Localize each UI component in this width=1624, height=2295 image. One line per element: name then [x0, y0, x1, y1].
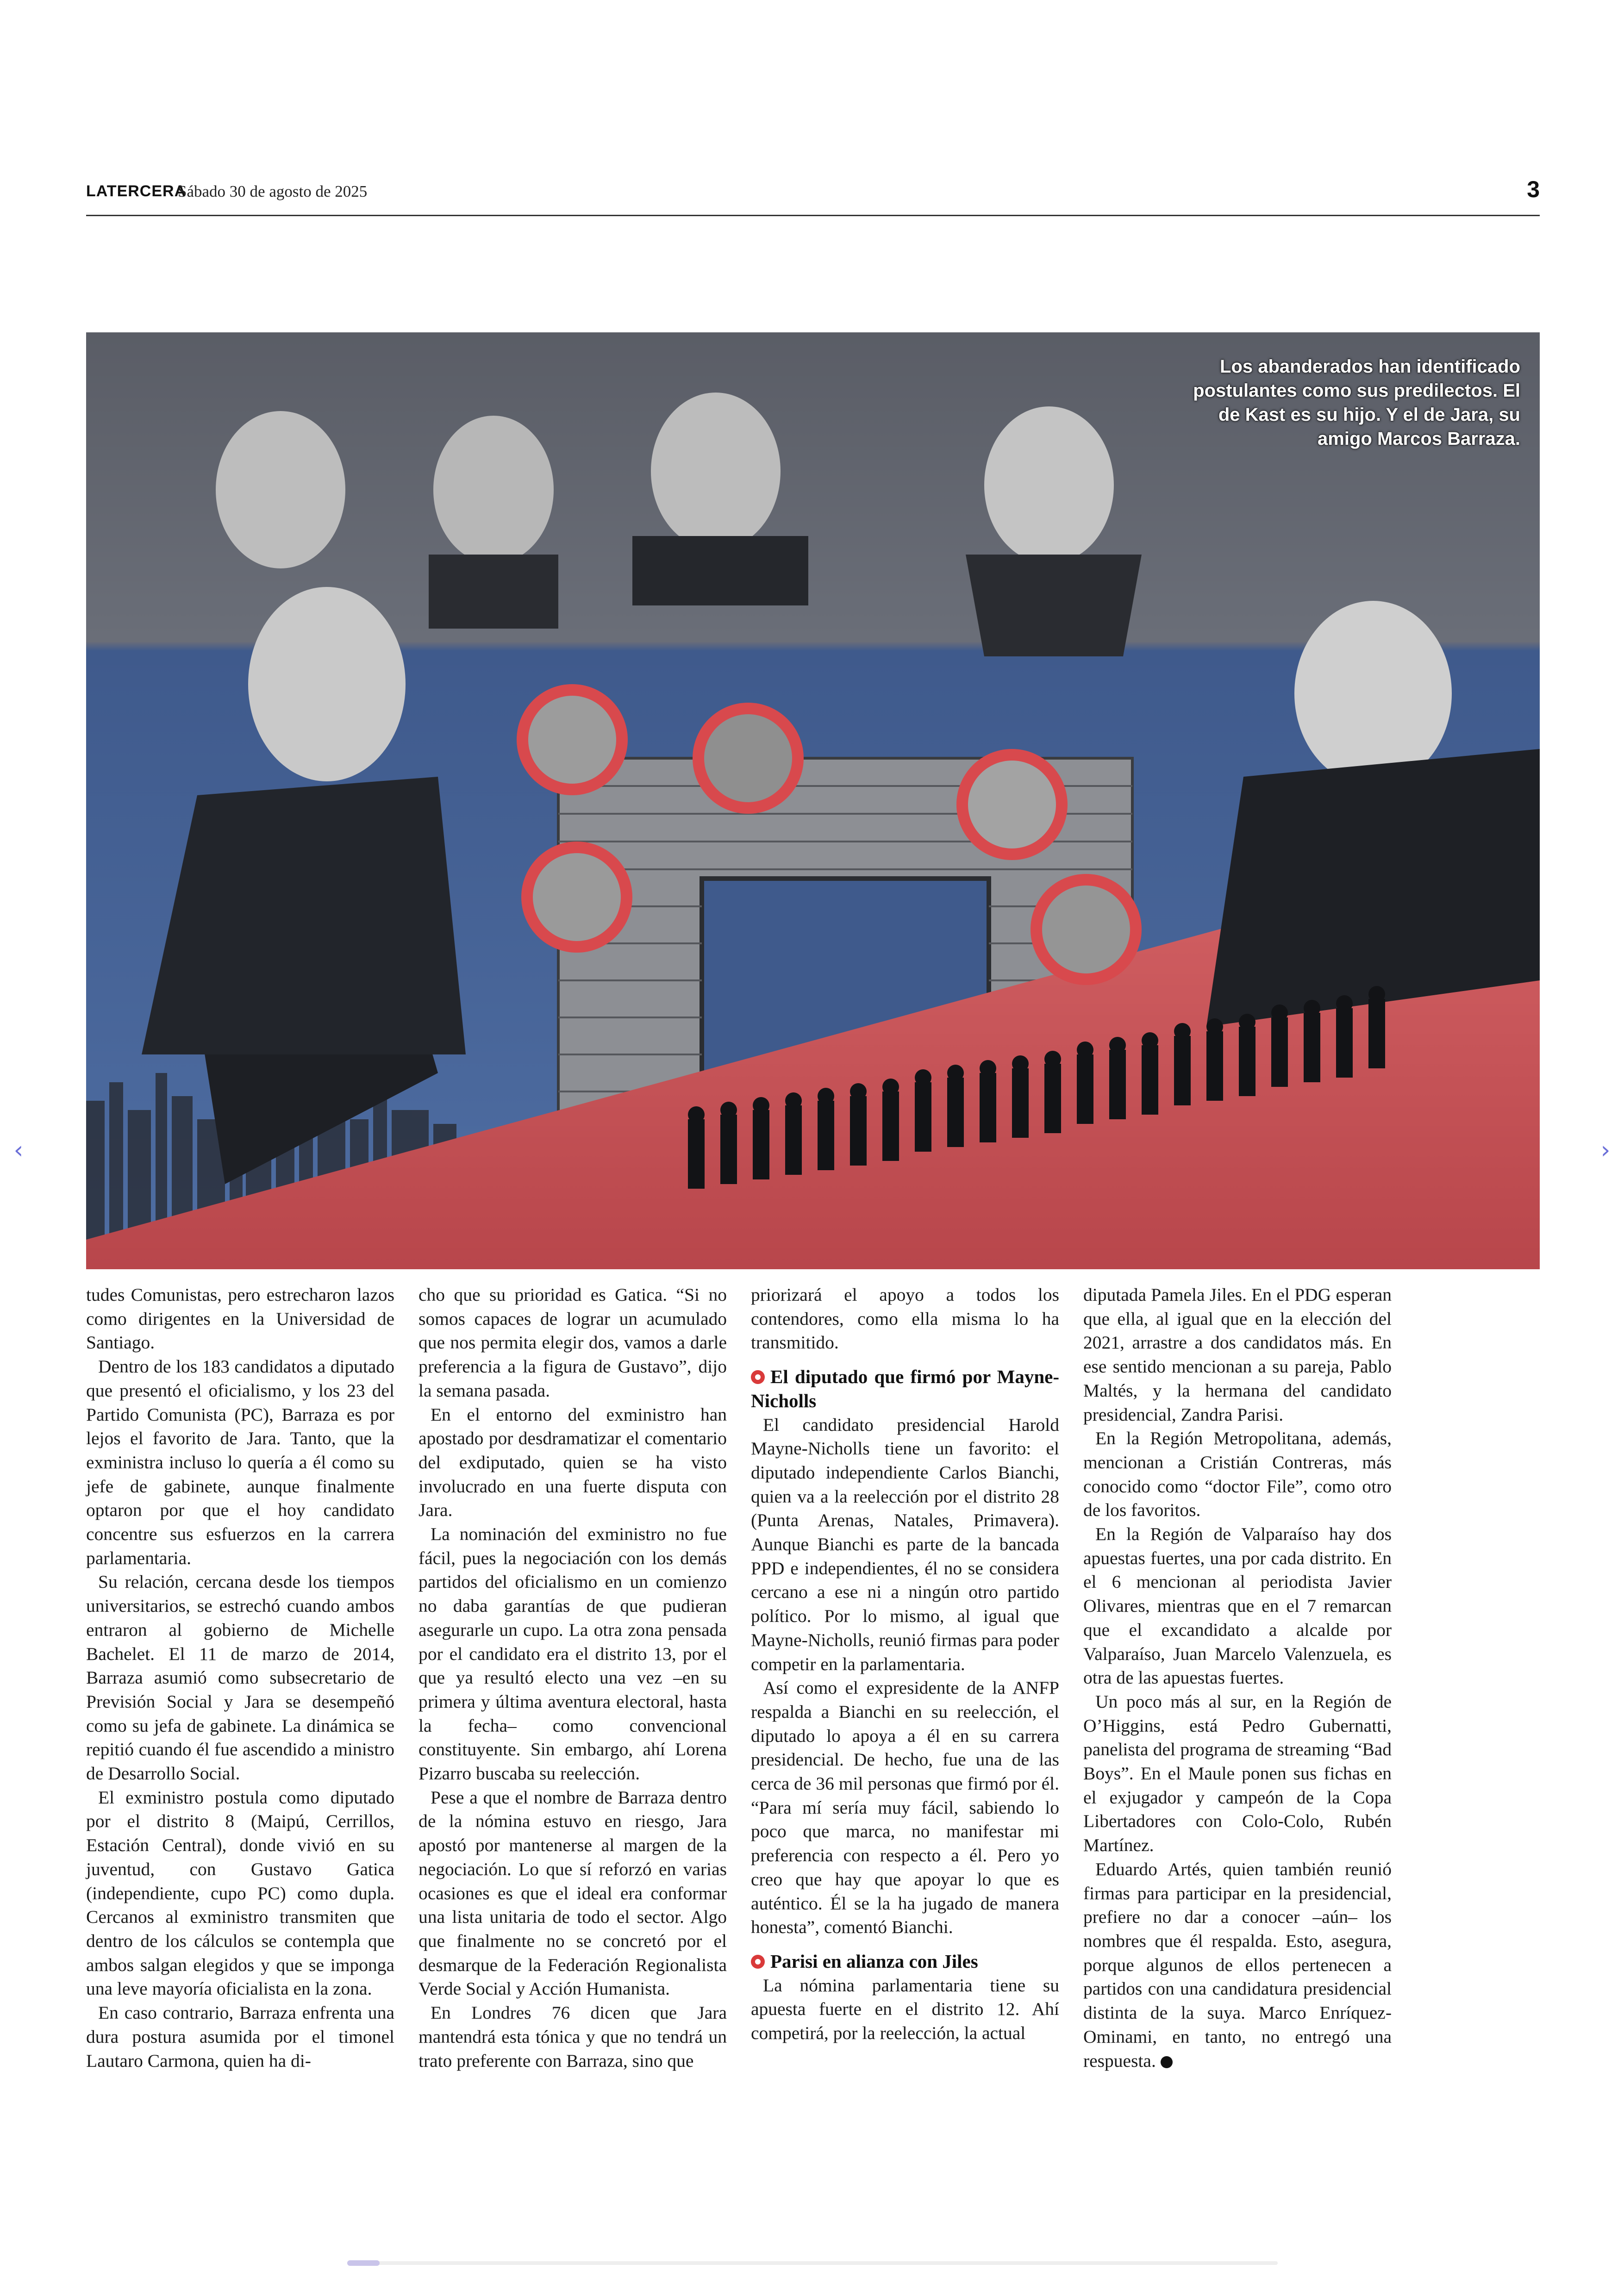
- chevron-right-icon[interactable]: ›: [1600, 1136, 1611, 1164]
- section-subhead: [751, 1365, 1059, 1413]
- paragraph: En caso contrario, Barraza enfrenta una dura postura asumida por el timonel Lautaro Carmona, quien ha di-: [86, 2002, 394, 2071]
- paragraph: En la Región Metropolitana, además, mencionan a Cristián Contreras, más conocido como “doctor File”, como otro de los favoritos.: [1083, 1428, 1392, 1521]
- paragraph: La nómina parlamentaria tiene su apuesta fuerte en el distrito 12. Ahí competirá, por la reelección, la actual: [751, 1975, 1059, 2044]
- article-column-3: [751, 1283, 1059, 2046]
- paragraph: Así como el expresidente de la ANFP respalda a Bianchi en su reelección, el diputado lo apoya a él en su carrera presidencial. De hecho, fue una de las cerca de 36 mil personas que firmó por él. “Para mí sería muy fácil, sabiendo lo poco que marca, no manifestar mi preferencia con respecto a él. Pero yo creo que hay que apoyar lo que es auténtico. Él se la ha jugado de manera honesta”, comentó Bianchi.: [751, 1678, 1059, 1938]
- paragraph: Dentro de los 183 candidatos a diputado que presentó el oficialismo, y los 23 del Partido Comunista (PC), Barraza es por lejos el favorito de Jara. Tanto, que la exministra incluso lo quería a él como su jefe de gabinete, aunque finalmente optaron por que el hoy candidato concentre sus esfuerzos en la carrera parlamentaria.: [86, 1356, 394, 1568]
- section-subhead: [751, 1950, 1059, 1974]
- paragraph: Su relación, cercana desde los tiempos universitarios, se estrechó cuando ambos entraron al gobierno de Michelle Bachelet. El 11 de marzo de 2014, Barraza asumió como subsecretario de Previsión Social y Jara se desempeñó como su jefa de gabinete. La dinámica se repitió cuando él fue ascendido a ministro de Desarrollo Social.: [86, 1572, 394, 1784]
- paragraph: El candidato presidencial Harold Mayne-Nicholls tiene un favorito: el diputado independiente Carlos Bianchi, quien va a la reelección por el distrito 28 (Punta Arenas, Natales, Primavera). Aunque Bianchi es parte de la bancada PPD e independientes, él no se considera cercano a ese ni a ningún otro partido político. Por lo mismo, al igual que Mayne-Nicholls, reunió firmas para poder competir en la parlamentaria.: [751, 1414, 1059, 1674]
- paragraph: En el entorno del exministro han apostado por desdramatizar el comentario del exdiputado, quien se ha visto involucrado en una fuerte disputa con Jara.: [418, 1404, 727, 1521]
- paragraph: En Londres 76 dicen que Jara mantendrá esta tónica y que no tendrá un trato preferente con Barraza, sino que: [418, 2002, 727, 2071]
- chevron-left-icon[interactable]: ‹: [13, 1136, 24, 1164]
- page-scrollbar-thumb[interactable]: [347, 2260, 380, 2266]
- collage-artwork: [86, 332, 1540, 1269]
- subhead-text: Parisi en alianza con Jiles: [770, 1950, 978, 1972]
- paragraph: La nominación del exministro no fue fácil, pues la negociación con los demás partidos del oficialismo en un comienzo no daba garantías de que pudieran asegurarle un cupo. La otra zona pensada por el candidato era el distrito 13, por el que ya resultó electo una vez –en su primera y última aventura electoral, hasta la fecha– como convencional constituyente. Sin embargo, ahí Lorena Pizarro buscaba su reelección.: [418, 1524, 727, 1784]
- issue-date: Sábado 30 de agosto de 2025: [178, 182, 368, 200]
- page-header: [86, 176, 1540, 216]
- article-column-4: [1083, 1283, 1392, 2073]
- red-circle-bullet-icon: [751, 1370, 765, 1384]
- page-number: 3: [1527, 176, 1540, 202]
- paragraph: Pese a que el nombre de Barraza dentro de la nómina estuvo en riesgo, Jara apostó por mantenerse al margen de la negociación. Lo que sí reforzó en varias ocasiones es que el ideal era conformar una lista unitaria de todo el sector. Algo que finalmente no se concretó por el desmarque de la Federación Regionalista Verde Social y Acción Humanista.: [418, 1787, 727, 1999]
- article-column-1: [86, 1283, 394, 2073]
- paragraph: Un poco más al sur, en la Región de O’Higgins, está Pedro Gubernatti, panelista del programa de streaming “Bad Boys”. En el Maule ponen sus fichas en el exjugador y campeón de la Copa Libertadores con Colo-Colo, Rubén Martínez.: [1083, 1691, 1392, 1856]
- paragraph: En la Región de Valparaíso hay dos apuestas fuertes, una por cada distrito. En el 6 mencionan al periodista Javier Olivares, mientras que en el 7 remarcan que el excandidato a alcalde por Valparaíso, Juan Marcelo Valenzuela, es otra de las apuestas fuertes.: [1083, 1524, 1392, 1688]
- illustration-caption: Los abanderados han identificado postulantes como sus predilectos. El de Kast es su hijo. Y el de Jara, su amigo Marcos Barraza.: [1193, 356, 1520, 449]
- paragraph: tudes Comunistas, pero estrecharon lazos como dirigentes en la Universidad de Santiago.: [86, 1285, 394, 1353]
- page-scrollbar-track[interactable]: [347, 2261, 1278, 2265]
- paragraph: diputada Pamela Jiles. En el PDG esperan que ella, al igual que en la elección del 2021, arrastre a dos candidatos más. En ese sentido mencionan a su pareja, Pablo Maltés, y la hermana del candidato presidencial, Zandra Parisi.: [1083, 1285, 1392, 1425]
- article-column-2: [418, 1283, 727, 2073]
- subhead-text: El diputado que firmó por Mayne-Nicholls: [751, 1366, 1059, 1411]
- final-paragraph: [1083, 1858, 1392, 2073]
- paragraph: cho que su prioridad es Gatica. “Si no somos capaces de lograr un acumulado que nos permita elegir dos, vamos a darle preferencia a la figura de Gustavo”, dijo la semana pasada.: [418, 1285, 727, 1401]
- paragraph: El exministro postula como diputado por el distrito 8 (Maipú, Cerrillos, Estación Central), donde vivió en su juventud, con Gustavo Gatica (independiente, cupo PC) como dupla. Cercanos al exministro transmiten que dentro de los cálculos se contempla que ambos salgan elegidos y que se imponga una leve mayoría oficialista en la zona.: [86, 1787, 394, 1999]
- black-dot-end-icon: [1161, 2056, 1173, 2068]
- paragraph: priorizará el apoyo a todos los contendores, como ella misma lo ha transmitido.: [751, 1285, 1059, 1353]
- newspaper-brand: LATERCERA: [86, 182, 187, 200]
- paragraph-text: Eduardo Artés, quien también reunió firmas para participar en la presidencial, prefiere no dar a conocer –aún– los nombres que él respalda. Esto, asegura, porque algunos de ellos pertenecen a partidos con una candidatura presidencial distinta de la suya. Marco Enríquez-Ominami, en tanto, no entregó una respuesta.: [1083, 1858, 1392, 2071]
- collage-illustration: [86, 332, 1540, 1269]
- red-circle-bullet-icon: [751, 1955, 765, 1969]
